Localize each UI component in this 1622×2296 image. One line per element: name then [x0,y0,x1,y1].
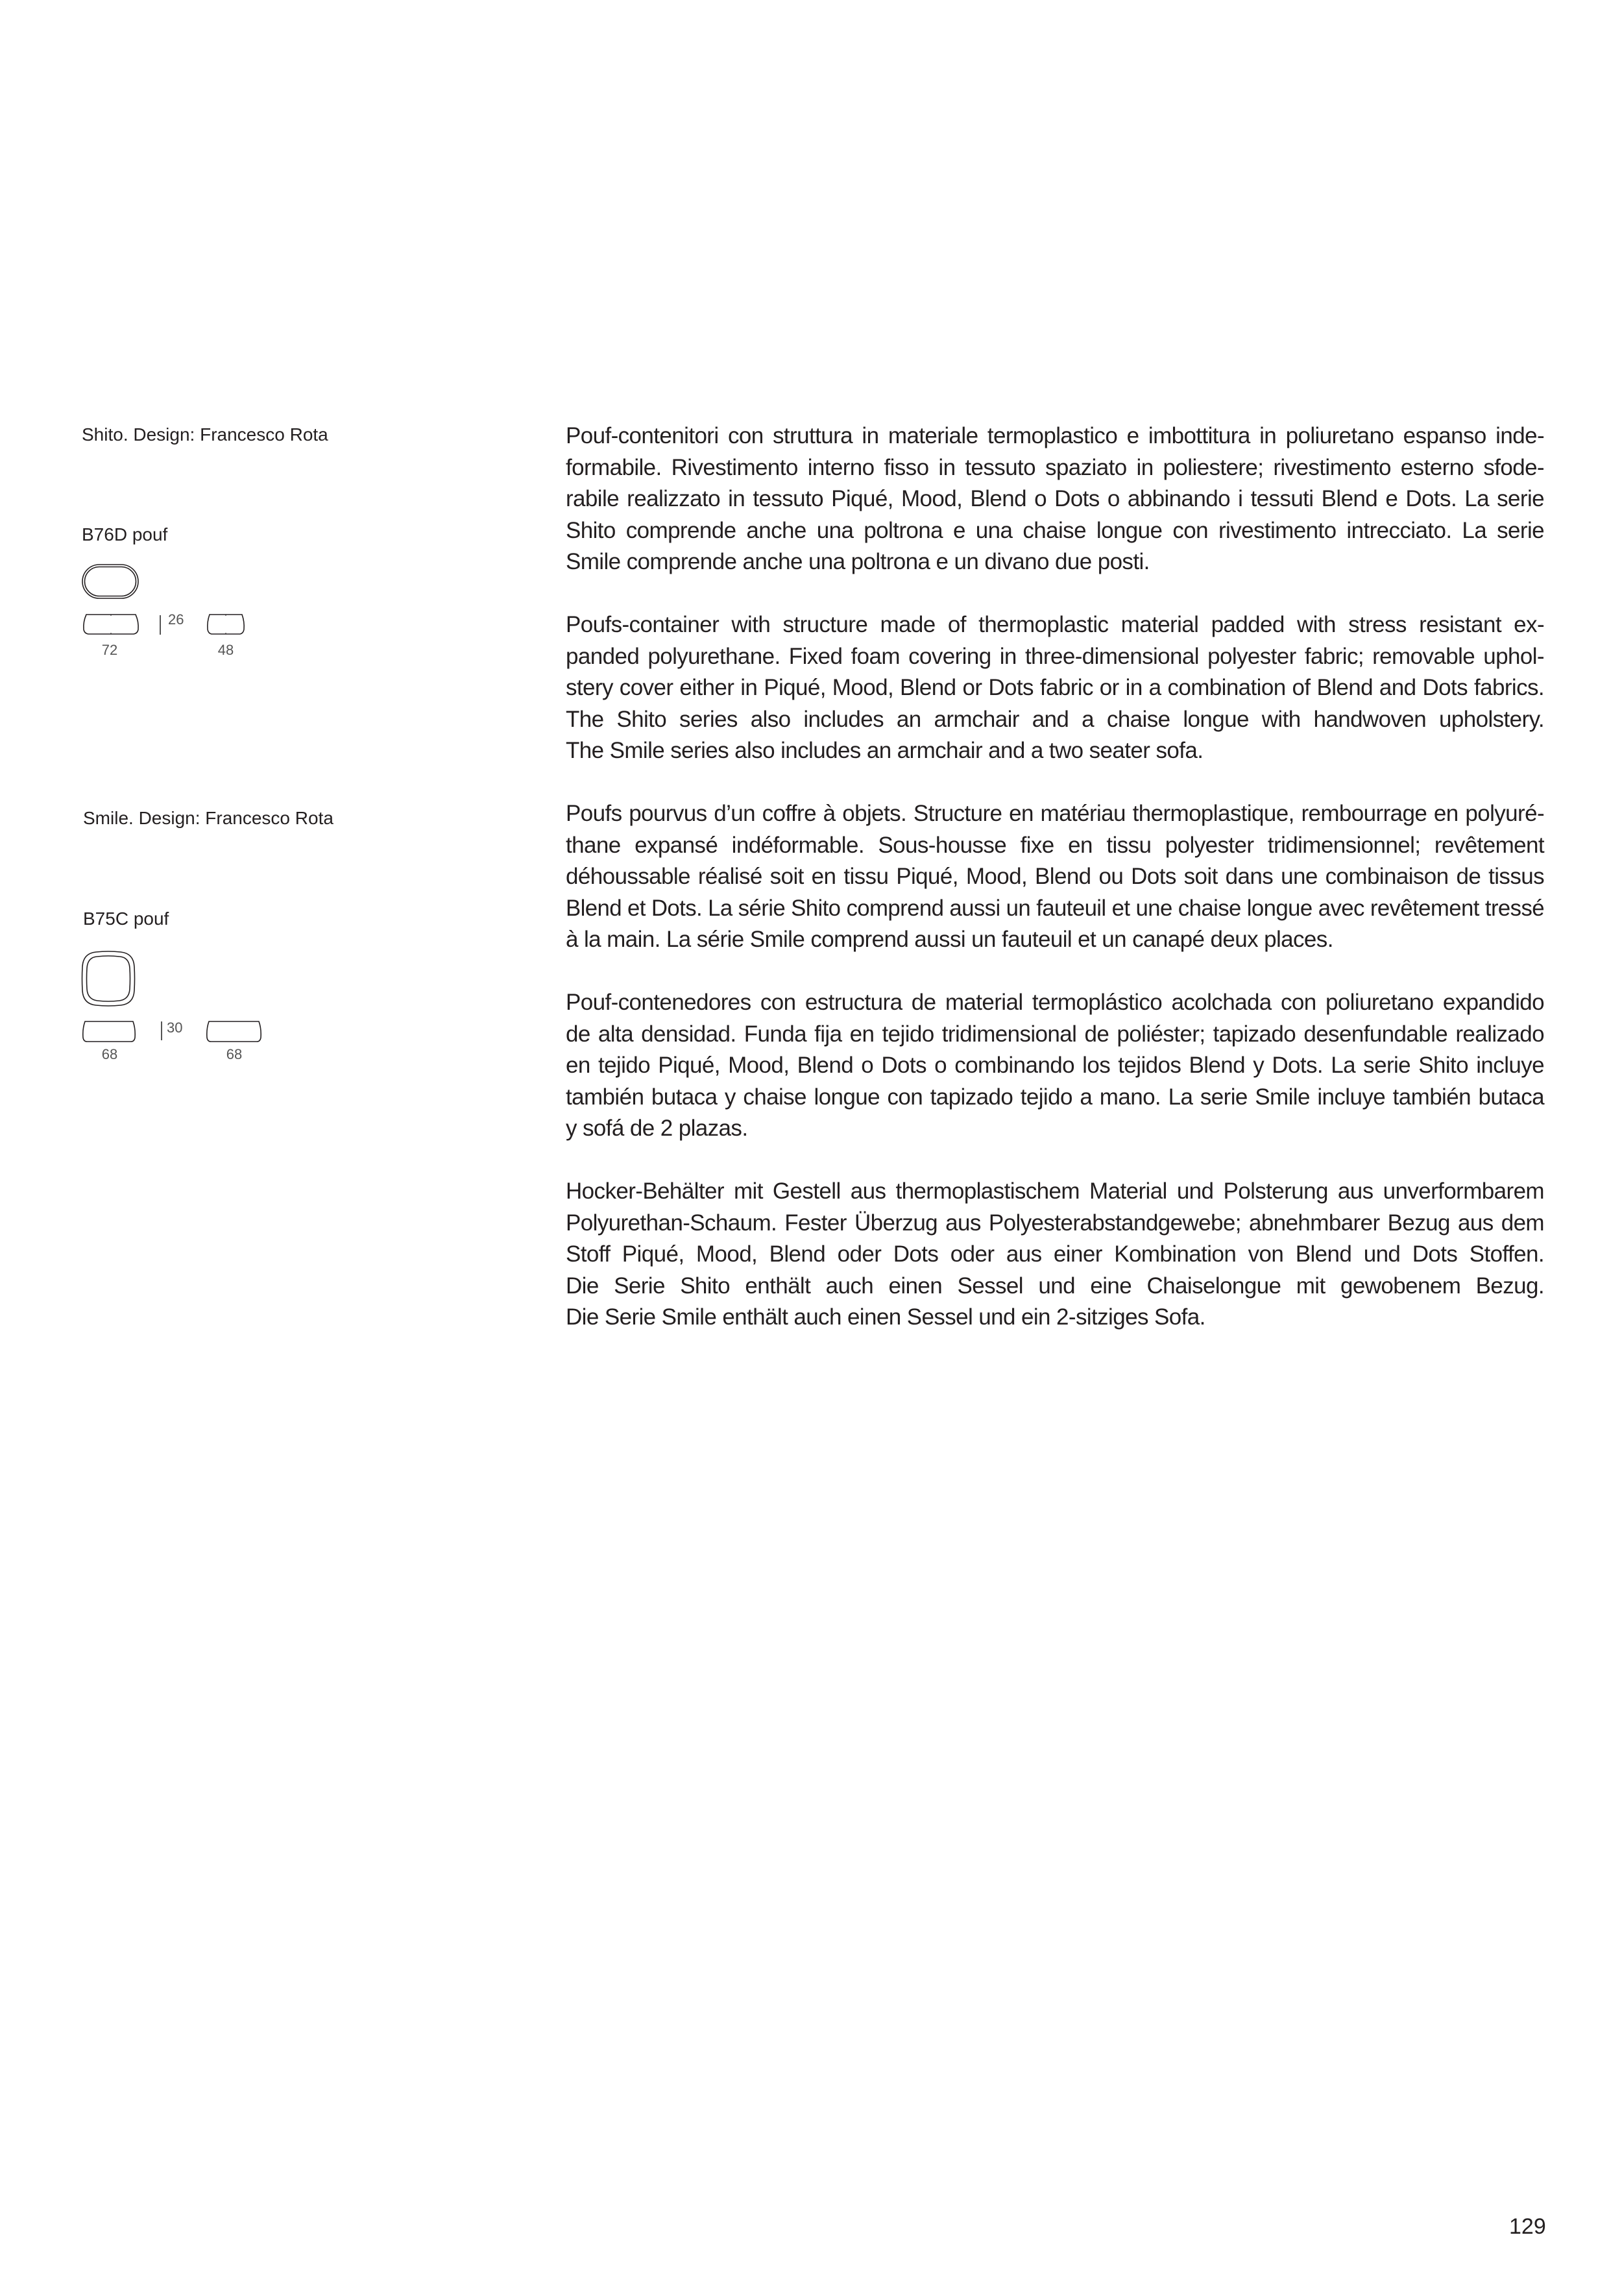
shito-top-view-drawing [82,564,139,599]
text-line: thane expansé indéformable. Sous-housse fixe en tissu polyester tridimensionnel; revêtement [566,832,1544,858]
shito-depth-value: 48 [217,642,234,658]
smile-front-view-drawing [82,1021,136,1042]
smile-top-view-drawing [82,951,135,1006]
shito-side-view-drawing [207,614,245,635]
text-line: también butaca y chaise longue con tapizado tejido a mano. La serie Smile incluye también butaca [566,1084,1544,1110]
text-line: Die Serie Shito enthält auch einen Sessel und eine Chaiselongue mit gewobenem Bezug. [566,1273,1544,1299]
text-line: panded polyurethane. Fixed foam covering in three-dimensional polyester fabric; removable uphol- [566,643,1544,669]
text-line: Blend et Dots. La série Shito comprend aussi un fauteuil et une chaise longue avec revêtement tressé [566,895,1544,921]
text-line: The Smile series also includes an armchair and a two seater sofa. [566,738,1204,763]
shito-height-bar [160,615,161,635]
text-line: Pouf-contenedores con estructura de material termoplástico acolchada con poliuretano expandido [566,990,1544,1015]
text-line: Pouf-contenitori con struttura in materiale termoplastico e imbottitura in poliuretano espanso inde- [566,423,1544,448]
text-line: The Shito series also includes an armchair and a chaise longue with handwoven upholstery. [566,706,1544,732]
shito-front-view-drawing [83,614,139,635]
smile-height-value: 30 [167,1020,183,1036]
shito-height-value: 26 [168,611,184,628]
shito-width-value: 72 [101,642,118,658]
text-line: formabile. Rivestimento interno fisso in tessuto spaziato in poliestere; rivestimento esterno sfode- [566,454,1544,480]
text-line: Poufs-container with structure made of thermoplastic material padded with stress resistant ex- [566,612,1544,637]
text-line: Smile comprende anche una poltrona e un divano due posti. [566,549,1150,574]
shito-series-title: Shito. Design: Francesco Rota [82,424,328,445]
shito-model-label: B76D pouf [82,524,168,544]
smile-height-bar [161,1021,162,1040]
text-line: Poufs pourvus d’un coffre à objets. Structure en matériau thermoplastique, rembourrage en polyuré- [566,801,1544,826]
smile-model-label: B75C pouf [83,909,169,929]
text-line: à la main. La série Smile comprend aussi un fauteuil et un canapé deux places. [566,927,1333,952]
text-line: de alta densidad. Funda fija en tejido tridimensional de poliéster; tapizado desenfundable realizado [566,1021,1544,1047]
text-line: stery cover either in Piqué, Mood, Blend or Dots fabric or in a combination of Blend and Dots fabrics. [566,675,1544,700]
text-line: Hocker-Behälter mit Gestell aus thermoplastischem Material und Polsterung aus unverformbarem [566,1179,1544,1204]
text-line: déhoussable réalisé soit en tissu Piqué, Mood, Blend ou Dots soit dans une combinaison de tissus [566,864,1544,889]
text-line: Stoff Piqué, Mood, Blend oder Dots oder aus einer Kombination von Blend und Dots Stoffen. [566,1241,1544,1267]
text-line: Shito comprende anche una poltrona e una chaise longue con rivestimento intrecciato. La serie [566,517,1544,543]
smile-series-title: Smile. Design: Francesco Rota [83,808,333,828]
page-number: 129 [1509,2214,1546,2239]
text-line: en tejido Piqué, Mood, Blend o Dots o combinando los tejidos Blend y Dots. La serie Shito incluye [566,1053,1544,1078]
text-line: Polyurethan-Schaum. Fester Überzug aus Polyesterabstandgewebe; abnehmbarer Bezug aus dem [566,1210,1544,1236]
smile-depth-value: 68 [226,1046,243,1062]
text-line: rabile realizzato in tessuto Piqué, Mood, Blend o Dots o abbinando i tessuti Blend e Dots. La serie [566,486,1544,511]
text-line: Die Serie Smile enthält auch einen Sessel und ein 2-sitziges Sofa. [566,1304,1205,1330]
text-line: y sofá de 2 plazas. [566,1116,748,1141]
smile-width-value: 68 [101,1046,118,1062]
smile-side-view-drawing [206,1021,261,1042]
